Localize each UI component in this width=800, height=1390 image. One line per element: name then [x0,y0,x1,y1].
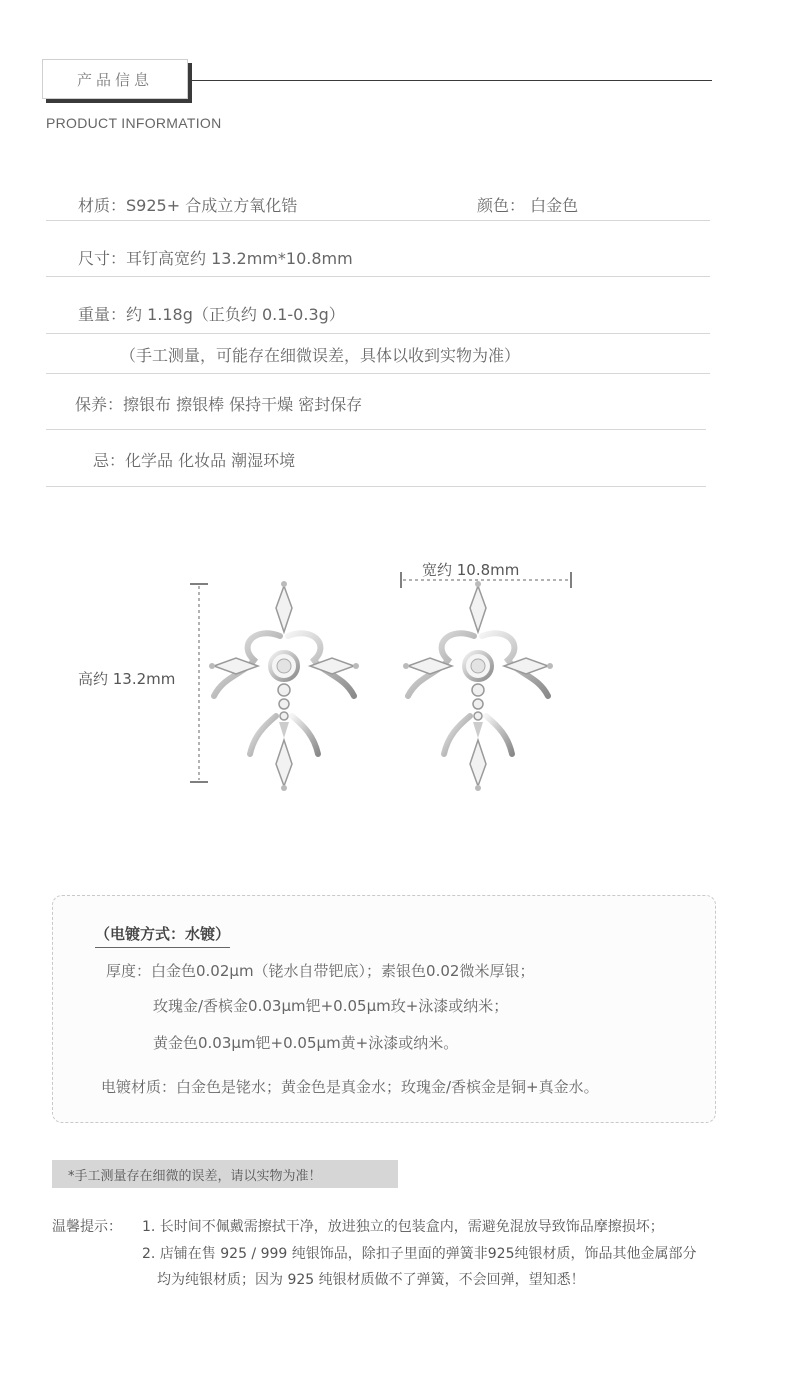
plating-line-2: 玫瑰金/香槟金0.03μm钯+0.05μm玫+泳漆或纳米； [153,997,509,1015]
spec-divider [46,373,710,374]
tip-item-1: 1. 长时间不佩戴需擦拭干净，放进独立的包装盒内，需避免混放导致饰品摩擦损坏； [142,1219,664,1235]
tip-item-2-cont: 均为纯银材质；因为 925 纯银材质做不了弹簧，不会回弹，望知悉！ [157,1272,585,1288]
spec-color: 颜色： 白金色 [477,196,579,215]
plating-line-3: 黄金色0.03μm钯+0.05μm黄+泳漆或纳米。 [153,1034,459,1052]
earring-left [209,581,359,791]
header-title-en: PRODUCT INFORMATION [46,115,222,131]
spec-care: 保养：擦银布 擦银棒 保持干燥 密封保存 [75,395,363,414]
plating-material: 电镀材质：白金色是铑水；黄金色是真金水；玫瑰金/香槟金是铜+真金水。 [101,1078,599,1096]
width-label: 宽约 10.8mm [422,561,520,579]
spec-weight-note: （手工测量，可能存在细微误差，具体以收到实物为准） [120,346,521,365]
spec-divider [46,276,710,277]
spec-divider [46,333,710,334]
spec-size: 尺寸：耳钉高宽约 13.2mm*10.8mm [78,249,353,268]
height-label: 高约 13.2mm [78,670,176,688]
spec-divider [46,429,706,430]
spec-weight: 重量：约 1.18g（正负约 0.1-0.3g） [78,305,345,324]
spec-material: 材质：S925+ 合成立方氧化锆 [78,196,298,215]
earring-right [403,581,553,791]
spec-avoid: 忌：化学品 化妆品 潮湿环境 [93,451,296,470]
earring-figure [0,520,800,820]
spec-divider [46,220,710,221]
tips-label: 温馨提示： [52,1219,122,1235]
plating-line-1: 厚度：白金色0.02μm（铑水自带钯底）；素银色0.02微米厚银； [106,962,535,980]
plating-title: （电镀方式：水镀） [95,923,230,948]
measure-notice: *手工测量存在细微的误差，请以实物为准！ [52,1160,398,1188]
header-rule [190,80,712,81]
spec-divider [46,486,706,487]
header-title-cn: 产品信息 [42,59,188,99]
tip-item-2: 2. 店铺在售 925 / 999 纯银饰品，除扣子里面的弹簧非925纯银材质，饰品其他金属部分 [142,1246,697,1262]
